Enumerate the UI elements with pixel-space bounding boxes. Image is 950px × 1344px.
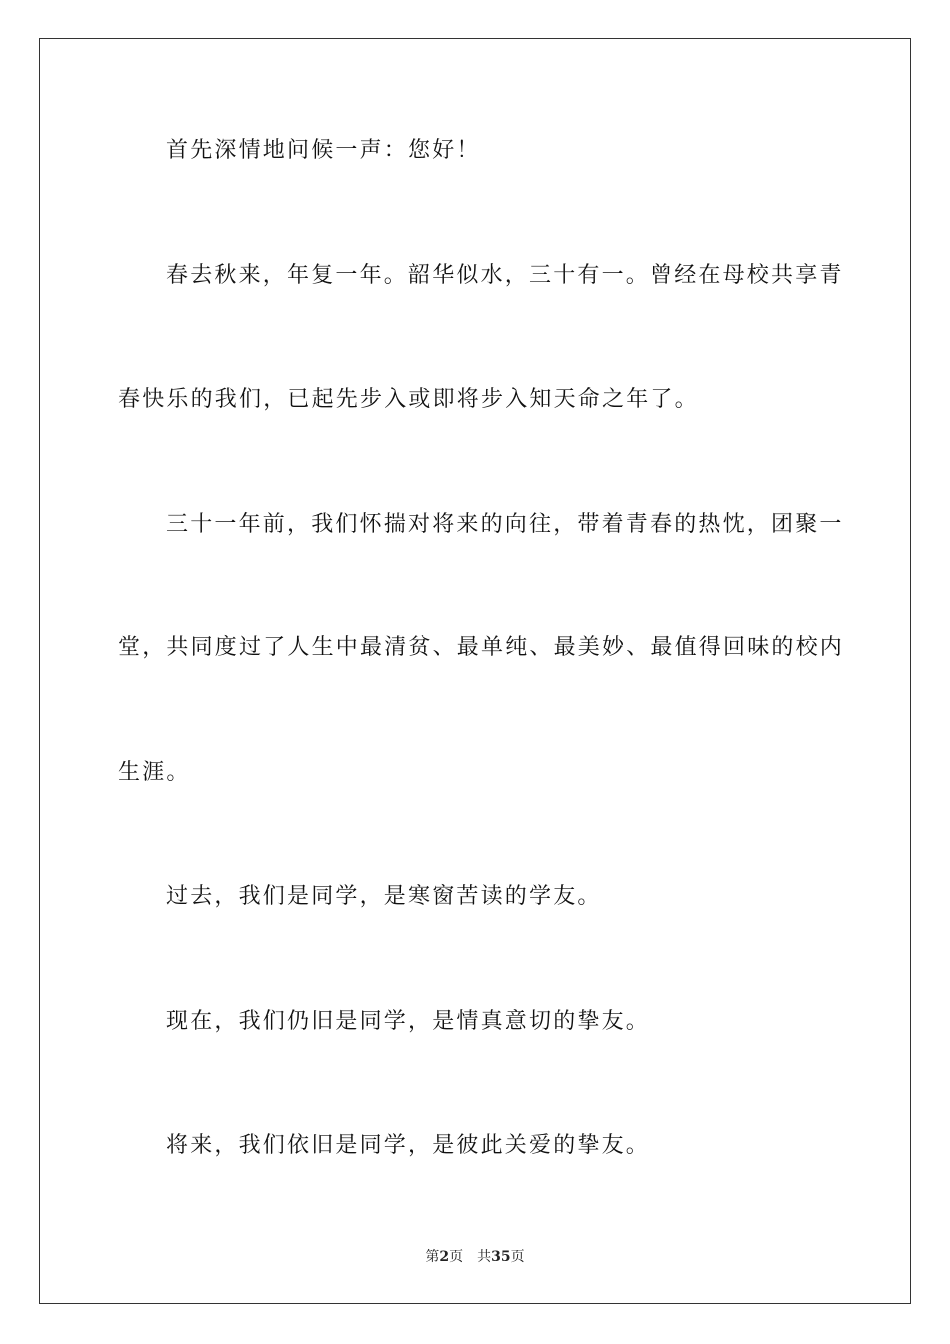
footer-page-number: 2 [439,1249,450,1265]
paragraph-2-line-3: 生涯。 [118,760,191,785]
footer-page-suffix: 页 [449,1249,464,1265]
present-line: 现在，我们仍旧是同学，是情真意切的挚友。 [166,1009,651,1034]
footer-total-prefix: 共 [477,1249,492,1265]
past-line: 过去，我们是同学，是寒窗苦读的学友。 [166,884,602,909]
footer-page-prefix: 第 [425,1249,440,1265]
footer-total-number: 35 [491,1249,511,1265]
paragraph-2-line-2: 堂，共同度过了人生中最清贫、最单纯、最美妙、最值得回味的校内 [118,635,845,660]
greeting-line: 首先深情地问候一声：您好！ [166,138,481,163]
future-line: 将来，我们依旧是同学，是彼此关爱的挚友。 [166,1133,651,1158]
page-border [39,38,911,1304]
paragraph-1-line-1: 春去秋来，年复一年。韶华似水，三十有一。曾经在母校共享青 [166,263,844,288]
paragraph-1-line-2: 春快乐的我们，已起先步入或即将步入知天命之年了。 [118,387,699,412]
page-footer [0,1248,950,1266]
paragraph-2-line-1: 三十一年前，我们怀揣对将来的向往，带着青春的热忱，团聚一 [166,512,844,537]
footer-total-suffix: 页 [510,1249,525,1265]
